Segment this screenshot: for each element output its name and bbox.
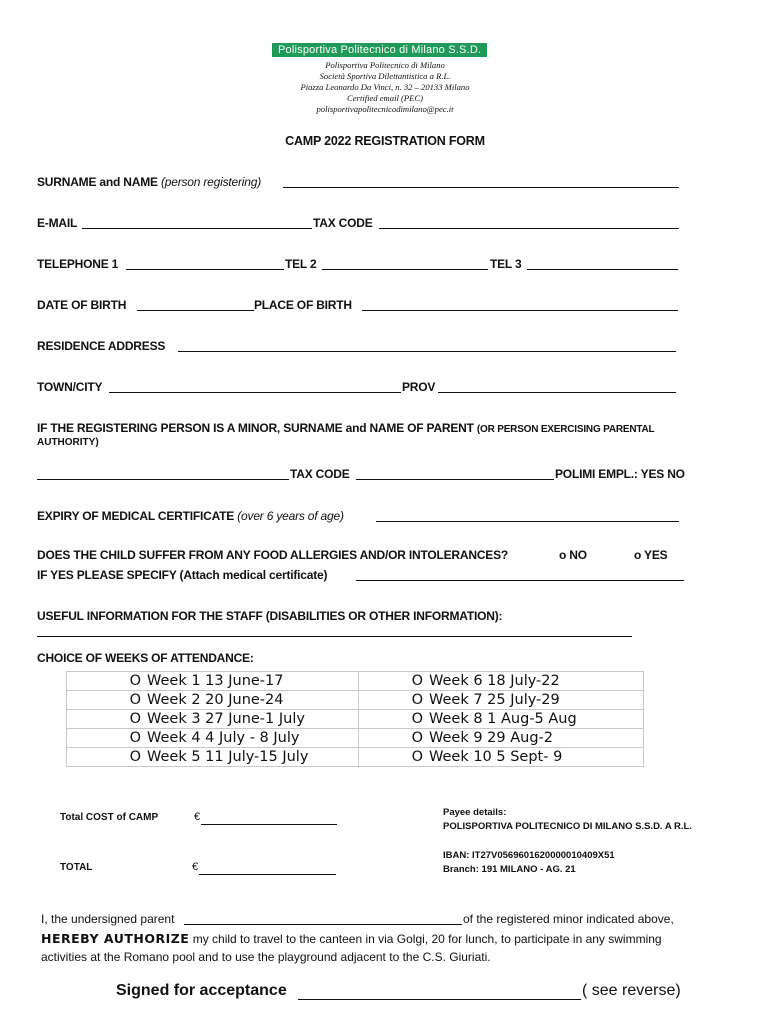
week-option[interactable] [359,672,644,691]
week-radio-icon[interactable]: O [129,711,141,727]
week-option[interactable] [359,691,644,710]
residence-label: RESIDENCE ADDRESS [37,339,166,353]
tax-code-field[interactable] [379,228,679,229]
weeks-table [66,671,644,767]
bank-details [443,849,615,877]
signature-label: Signed for acceptance [116,982,287,999]
hereby-authorize: HEREBY AUTHORIZE [41,931,190,946]
currency-symbol: € [194,811,201,823]
minor-parent-label [37,421,654,435]
letterhead-line: Piazza Leonardo Da Vinci, n. 32 – 20133 Milano [300,82,470,92]
dob-label: DATE OF BIRTH [37,298,127,312]
letterhead-line: Società Sportiva Dilettantistica a R.L. [319,71,451,81]
week-label: Week 9 29 Aug-2 [429,730,554,746]
surname-name-label [37,175,261,189]
surname-name-field[interactable] [283,187,679,188]
authorization-text-3: my child to travel to the canteen in via Golgi, 20 for lunch, to participate in any swimming [189,932,662,946]
payee-name: POLISPORTIVA POLITECNICO DI MILANO S.S.D. A R.L. [443,821,692,832]
authorization-text-4: activities at the Romano pool and to use the playground adjacent to the C.S. Giuriati. [41,950,491,964]
week-radio-icon[interactable]: O [129,692,141,708]
week-option[interactable] [67,672,359,691]
brand-banner: Polisportiva Politecnico di Milano S.S.D. [272,43,487,57]
allergy-yes-option[interactable]: o YES [634,548,668,562]
surname-name-text: SURNAME and NAME [37,175,158,189]
week-row [67,729,644,748]
week-label: Week 8 1 Aug-5 Aug [429,711,577,727]
week-row [67,710,644,729]
week-label: Week 5 11 July-15 July [147,749,309,765]
surname-name-note: (person registering) [160,175,261,189]
town-field[interactable] [109,392,401,393]
telephone1-field[interactable] [126,269,284,270]
email-label: E-MAIL [37,216,78,230]
week-label: Week 6 18 July-22 [429,673,560,689]
tel2-label: TEL 2 [285,257,317,271]
parent-tax-code-field[interactable] [356,479,554,480]
tax-code-label: TAX CODE [313,216,373,230]
see-reverse-note: ( see reverse) [582,982,681,999]
email-field[interactable] [82,228,312,229]
week-label: Week 1 13 June-17 [147,673,284,689]
week-row [67,672,644,691]
branch: Branch: 191 MILANO - AG. 21 [443,864,576,875]
iban: IBAN: IT27V0569601620000010409X51 [443,850,615,861]
currency-symbol: € [192,861,199,873]
useful-info-label: USEFUL INFORMATION FOR THE STAFF (DISABILITIES OR OTHER INFORMATION): [37,609,503,623]
total-label: TOTAL [60,862,93,873]
minor-parent-text: IF THE REGISTERING PERSON IS A MINOR, SURNAME and NAME OF PARENT [37,421,474,435]
weeks-heading: CHOICE OF WEEKS OF ATTENDANCE: [37,651,254,665]
medical-cert-field[interactable] [376,521,679,522]
authorization-text-1: I, the undersigned parent [41,912,175,926]
week-label: Week 10 5 Sept- 9 [429,749,563,765]
minor-parent-note: (OR PERSON EXERCISING PARENTAL [476,424,655,435]
week-option[interactable] [67,748,359,767]
week-radio-icon[interactable]: O [129,730,141,746]
polimi-employee-choice[interactable]: POLIMI EMPL.: YES NO [555,467,685,481]
total-cost-label: Total COST of CAMP [60,812,159,823]
total-cost-field[interactable] [201,824,337,825]
medical-cert-note: (over 6 years of age) [237,509,344,523]
payee-title: Payee details: [443,807,507,818]
week-option[interactable] [359,710,644,729]
allergy-question: DOES THE CHILD SUFFER FROM ANY FOOD ALLERGIES AND/OR INTOLERANCES? [37,548,509,562]
week-label: Week 2 20 June-24 [147,692,284,708]
week-row [67,691,644,710]
week-label: Week 3 27 June-1 July [147,711,305,727]
town-label: TOWN/CITY [37,380,103,394]
week-radio-icon[interactable]: O [411,673,423,689]
allergy-no-option[interactable]: o NO [559,548,587,562]
allergy-specify-label: IF YES PLEASE SPECIFY (Attach medical certificate) [37,568,328,582]
week-option[interactable] [359,729,644,748]
medical-cert-text: EXPIRY OF MEDICAL CERTIFICATE [37,509,235,523]
week-label: Week 4 4 July - 8 July [147,730,300,746]
dob-field[interactable] [137,310,254,311]
week-radio-icon[interactable]: O [129,749,141,765]
prov-field[interactable] [438,392,676,393]
tel3-label: TEL 3 [490,257,522,271]
week-option[interactable] [359,748,644,767]
authorization-line-2 [41,931,662,946]
allergy-specify-field[interactable] [356,580,684,581]
signature-field[interactable] [298,999,581,1000]
medical-cert-label [37,509,344,523]
week-radio-icon[interactable]: O [129,673,141,689]
week-row [67,748,644,767]
parent-tax-code-label: TAX CODE [290,467,350,481]
week-radio-icon[interactable]: O [411,692,423,708]
week-radio-icon[interactable]: O [411,749,423,765]
week-option[interactable] [67,710,359,729]
letterhead-line: Certified email (PEC) [347,93,423,103]
authorization-line-1 [41,912,174,926]
authorization-text-2: of the registered minor indicated above, [463,912,674,926]
useful-info-field[interactable] [37,636,632,637]
pob-label: PLACE OF BIRTH [254,298,352,312]
residence-field[interactable] [178,351,676,352]
minor-parent-note-2: AUTHORITY) [37,437,99,448]
letterhead [235,60,535,115]
telephone1-label: TELEPHONE 1 [37,257,119,271]
prov-label: PROV [402,380,436,394]
pob-field[interactable] [362,310,678,311]
week-label: Week 7 25 July-29 [429,692,560,708]
tel2-field[interactable] [322,269,488,270]
parent-signature-name-field[interactable] [184,924,462,925]
letterhead-line: polisportivapolitecnicodimilano@pec.it [316,104,454,114]
payee-details [443,806,692,834]
week-option[interactable] [67,691,359,710]
form-title: CAMP 2022 REGISTRATION FORM [285,134,485,148]
total-field[interactable] [199,874,336,875]
week-option[interactable] [67,729,359,748]
week-radio-icon[interactable]: O [411,711,423,727]
parent-name-field[interactable] [37,479,289,480]
letterhead-line: Polisportiva Politecnico di Milano [325,60,445,70]
tel3-field[interactable] [527,269,678,270]
week-radio-icon[interactable]: O [411,730,423,746]
